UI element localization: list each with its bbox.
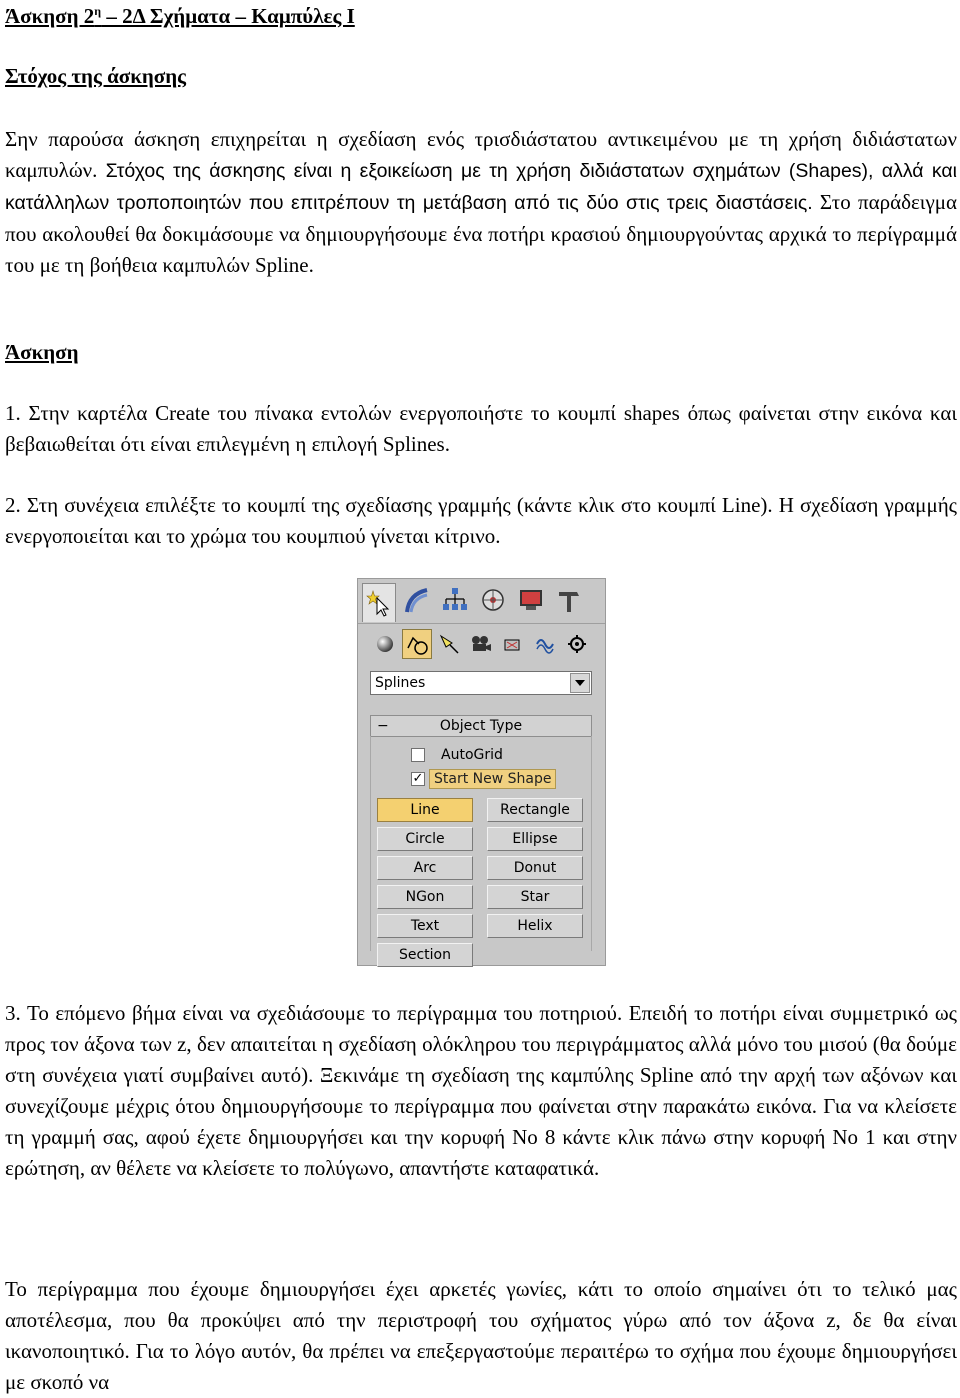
step3-part1: 3. Το επόμενο βήμα είναι να σχεδιάσουμε το περίγραμμα του ποτηριού. <box>5 1001 623 1025</box>
display-icon[interactable] <box>514 583 548 617</box>
spacewarps-icon[interactable] <box>530 629 560 659</box>
motion-icon[interactable] <box>476 583 510 617</box>
object-type-rollout <box>370 736 592 963</box>
command-panel-screenshot <box>357 578 606 966</box>
object-category-tabs <box>358 627 605 663</box>
title-subtitle: – 2Δ Σχήματα – Καμπύλες Ι <box>101 4 355 28</box>
star-button[interactable]: Star <box>487 885 583 909</box>
line-button[interactable]: Line <box>377 798 473 822</box>
rectangle-button[interactable]: Rectangle <box>487 798 583 822</box>
intro-paragraph <box>5 124 957 281</box>
title-superscript: η <box>94 4 102 18</box>
helix-button[interactable]: Helix <box>487 914 583 938</box>
create-icon[interactable] <box>362 583 396 622</box>
cameras-icon[interactable] <box>466 629 496 659</box>
autogrid-checkbox[interactable] <box>411 748 425 762</box>
ellipse-button[interactable]: Ellipse <box>487 827 583 851</box>
collapse-icon: − <box>377 718 389 734</box>
autogrid-label: AutoGrid <box>441 747 503 763</box>
exercise-heading: Άσκηση <box>5 340 79 364</box>
modify-icon[interactable] <box>400 583 434 617</box>
arc-button[interactable]: Arc <box>377 856 473 880</box>
intro-part3: Στο παράδειγμα που ακολουθεί θα δοκιμάσουμε να δημιουργήσουμε ένα ποτήρι κρασιού δημιουργούντας αρχικά το περίγραμμά του με τη βοήθεια καμπυλών Spline. <box>5 190 957 277</box>
object-type-rollout-header[interactable] <box>370 715 592 737</box>
lights-icon[interactable] <box>434 629 464 659</box>
geometry-icon[interactable] <box>370 629 400 659</box>
systems-icon[interactable] <box>562 629 592 659</box>
exercise-title <box>5 4 355 29</box>
intro-part1: Σην παρούσα άσκηση επιχηρείται η σχεδίαση ενός τρισδιάστατου αντικειμένου με τη χρήση διδιάστατων καμπυλών. <box>5 127 957 182</box>
chevron-down-icon[interactable] <box>570 673 590 693</box>
step3-part2: Επειδή το ποτήρι είναι συμμετρικό ως προς τον άξονα των z, δεν απαιτείται η σχεδίαση ολόκληρου του περιγράμματος αλλά μόνο του μισού (θα δούμε στη συνέχεια γιατί συμβαίνει αυτό). Ξεκινάμε τη σχεδίαση της καμπύλης Spline από την αρχή των αξόνων και συνεχίζουμε μέχρις ότου δημιουργήσουμε το περίγραμμα που φαίνεται στην παρακάτω εικόνα. Για να κλείσετε τη γραμμή σας, αφού έχετε δημιουργήσει και την κορυφή Νο 8 κάντε κλικ πάνω στην κορυφή Νο 1 και στην ερώτηση, αν θέλετε να κλείσετε το πολύγωνο, απαντήστε καταφατικά. <box>5 1001 957 1180</box>
step1-paragraph: 1. Στην καρτέλα Create του πίνακα εντολών ενεργοποιήστε το κουμπί shapes όπως φαίνεται στην εικόνα και βεβαιωθείται ότι είναι επιλεγμένη η επιλογή Splines. <box>5 401 957 456</box>
utilities-icon[interactable] <box>552 583 586 617</box>
text-button[interactable]: Text <box>377 914 473 938</box>
step4-paragraph: Το περίγραμμα που έχουμε δημιουργήσει έχει αρκετές γωνίες, κάτι το οποίο σημαίνει ότι το τελικό μας αποτέλεσμα, που θα προκύψει από την περιστροφή του σχήματος γύρω από τον άξονα z, δε θα είναι ικανοποιητικό. Για το λόγο αυτόν, θα πρέπει να επεξεργαστούμε περαιτέρω το σχήμα που έχουμε δημιουργήσει με σκοπό να <box>5 1277 957 1394</box>
circle-button[interactable]: Circle <box>377 827 473 851</box>
helpers-icon[interactable] <box>498 629 528 659</box>
shapes-icon[interactable] <box>402 629 432 659</box>
hierarchy-icon[interactable] <box>438 583 472 617</box>
start-new-shape-label: Start New Shape <box>429 769 556 789</box>
shape-category-dropdown[interactable] <box>370 671 592 695</box>
step2-paragraph: 2. Στη συνέχεια επιλέξτε το κουμπί της σχεδίασης γραμμής (κάντε κλικ στο κουμπί Line). Η σχεδίαση γραμμής ενεργοποιείται και το χρώμα του κουμπιού γίνεται κίτρινο. <box>5 493 957 548</box>
ngon-button[interactable]: NGon <box>377 885 473 909</box>
step3-paragraph <box>5 998 957 1184</box>
donut-button[interactable]: Donut <box>487 856 583 880</box>
goal-heading: Στόχος της άσκησης <box>5 64 187 88</box>
intro-part2: Στόχος της άσκησης είναι η εξοικείωση με τη χρήση διδιάστατων σχημάτων (Shapes), αλλά και κατάλληλων τροποποιητών που επιτρέπουν τη μετάβαση από τις δύο στις τρεις διαστάσεις. <box>5 160 957 214</box>
command-panel-tabs <box>358 579 605 624</box>
start-new-shape-checkbox[interactable]: ✓ <box>412 771 424 786</box>
rollout-title: Object Type <box>439 718 523 734</box>
title-main: Άσκηση 2 <box>5 4 95 28</box>
dropdown-value: Splines <box>375 675 426 691</box>
section-button[interactable]: Section <box>377 943 473 967</box>
